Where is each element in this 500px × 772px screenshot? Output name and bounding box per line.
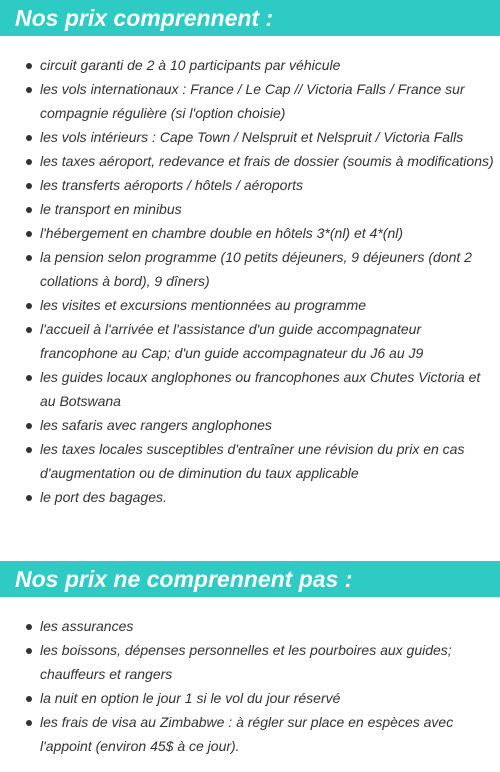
list-item: les taxes locales susceptibles d'entraîner une révision du prix en cas d'augmentation ou de diminution du taux applicable	[0, 437, 500, 485]
list-item: les guides locaux anglophones ou francophones aux Chutes Victoria et au Botswana	[0, 365, 500, 413]
list-item: l'hébergement en chambre double en hôtels 3*(nl) et 4*(nl)	[0, 221, 500, 245]
list-item: les visites et excursions mentionnées au programme	[0, 293, 500, 317]
list-item: les vols intérieurs : Cape Town / Nelspruit et Nelspruit / Victoria Falls	[0, 125, 500, 149]
list-item: le transport en minibus	[0, 197, 500, 221]
list-item: les safaris avec rangers anglophones	[0, 413, 500, 437]
list-item: le port des bagages.	[0, 485, 500, 509]
list-item: les boissons, dépenses personnelles et les pourboires aux guides; chauffeurs et rangers	[0, 638, 500, 686]
list-item: circuit garanti de 2 à 10 participants par véhicule	[0, 53, 500, 77]
included-section-title: Nos prix comprennent :	[0, 0, 500, 36]
list-item: les taxes aéroport, redevance et frais de dossier (soumis à modifications)	[0, 149, 500, 173]
excluded-items-list	[0, 597, 500, 758]
list-item: la nuit en option le jour 1 si le vol du jour réservé	[0, 686, 500, 710]
list-item: les frais de visa au Zimbabwe : à régler sur place en espèces avec l'appoint (environ 45$ à ce jour).	[0, 710, 500, 758]
list-item: la pension selon programme (10 petits déjeuners, 9 déjeuners (dont 2 collations à bord), 9 dîners)	[0, 245, 500, 293]
excluded-section-title: Nos prix ne comprennent pas :	[0, 561, 500, 597]
excluded-section	[0, 561, 500, 758]
included-items-list	[0, 36, 500, 509]
list-item: les transferts aéroports / hôtels / aéroports	[0, 173, 500, 197]
list-item: les assurances	[0, 614, 500, 638]
list-item: l'accueil à l'arrivée et l'assistance d'un guide accompagnateur francophone au Cap; d'un guide accompagnateur du J6 au J9	[0, 317, 500, 365]
list-item: les vols internationaux : France / Le Cap // Victoria Falls / France sur compagnie régulière (si l'option choisie)	[0, 77, 500, 125]
